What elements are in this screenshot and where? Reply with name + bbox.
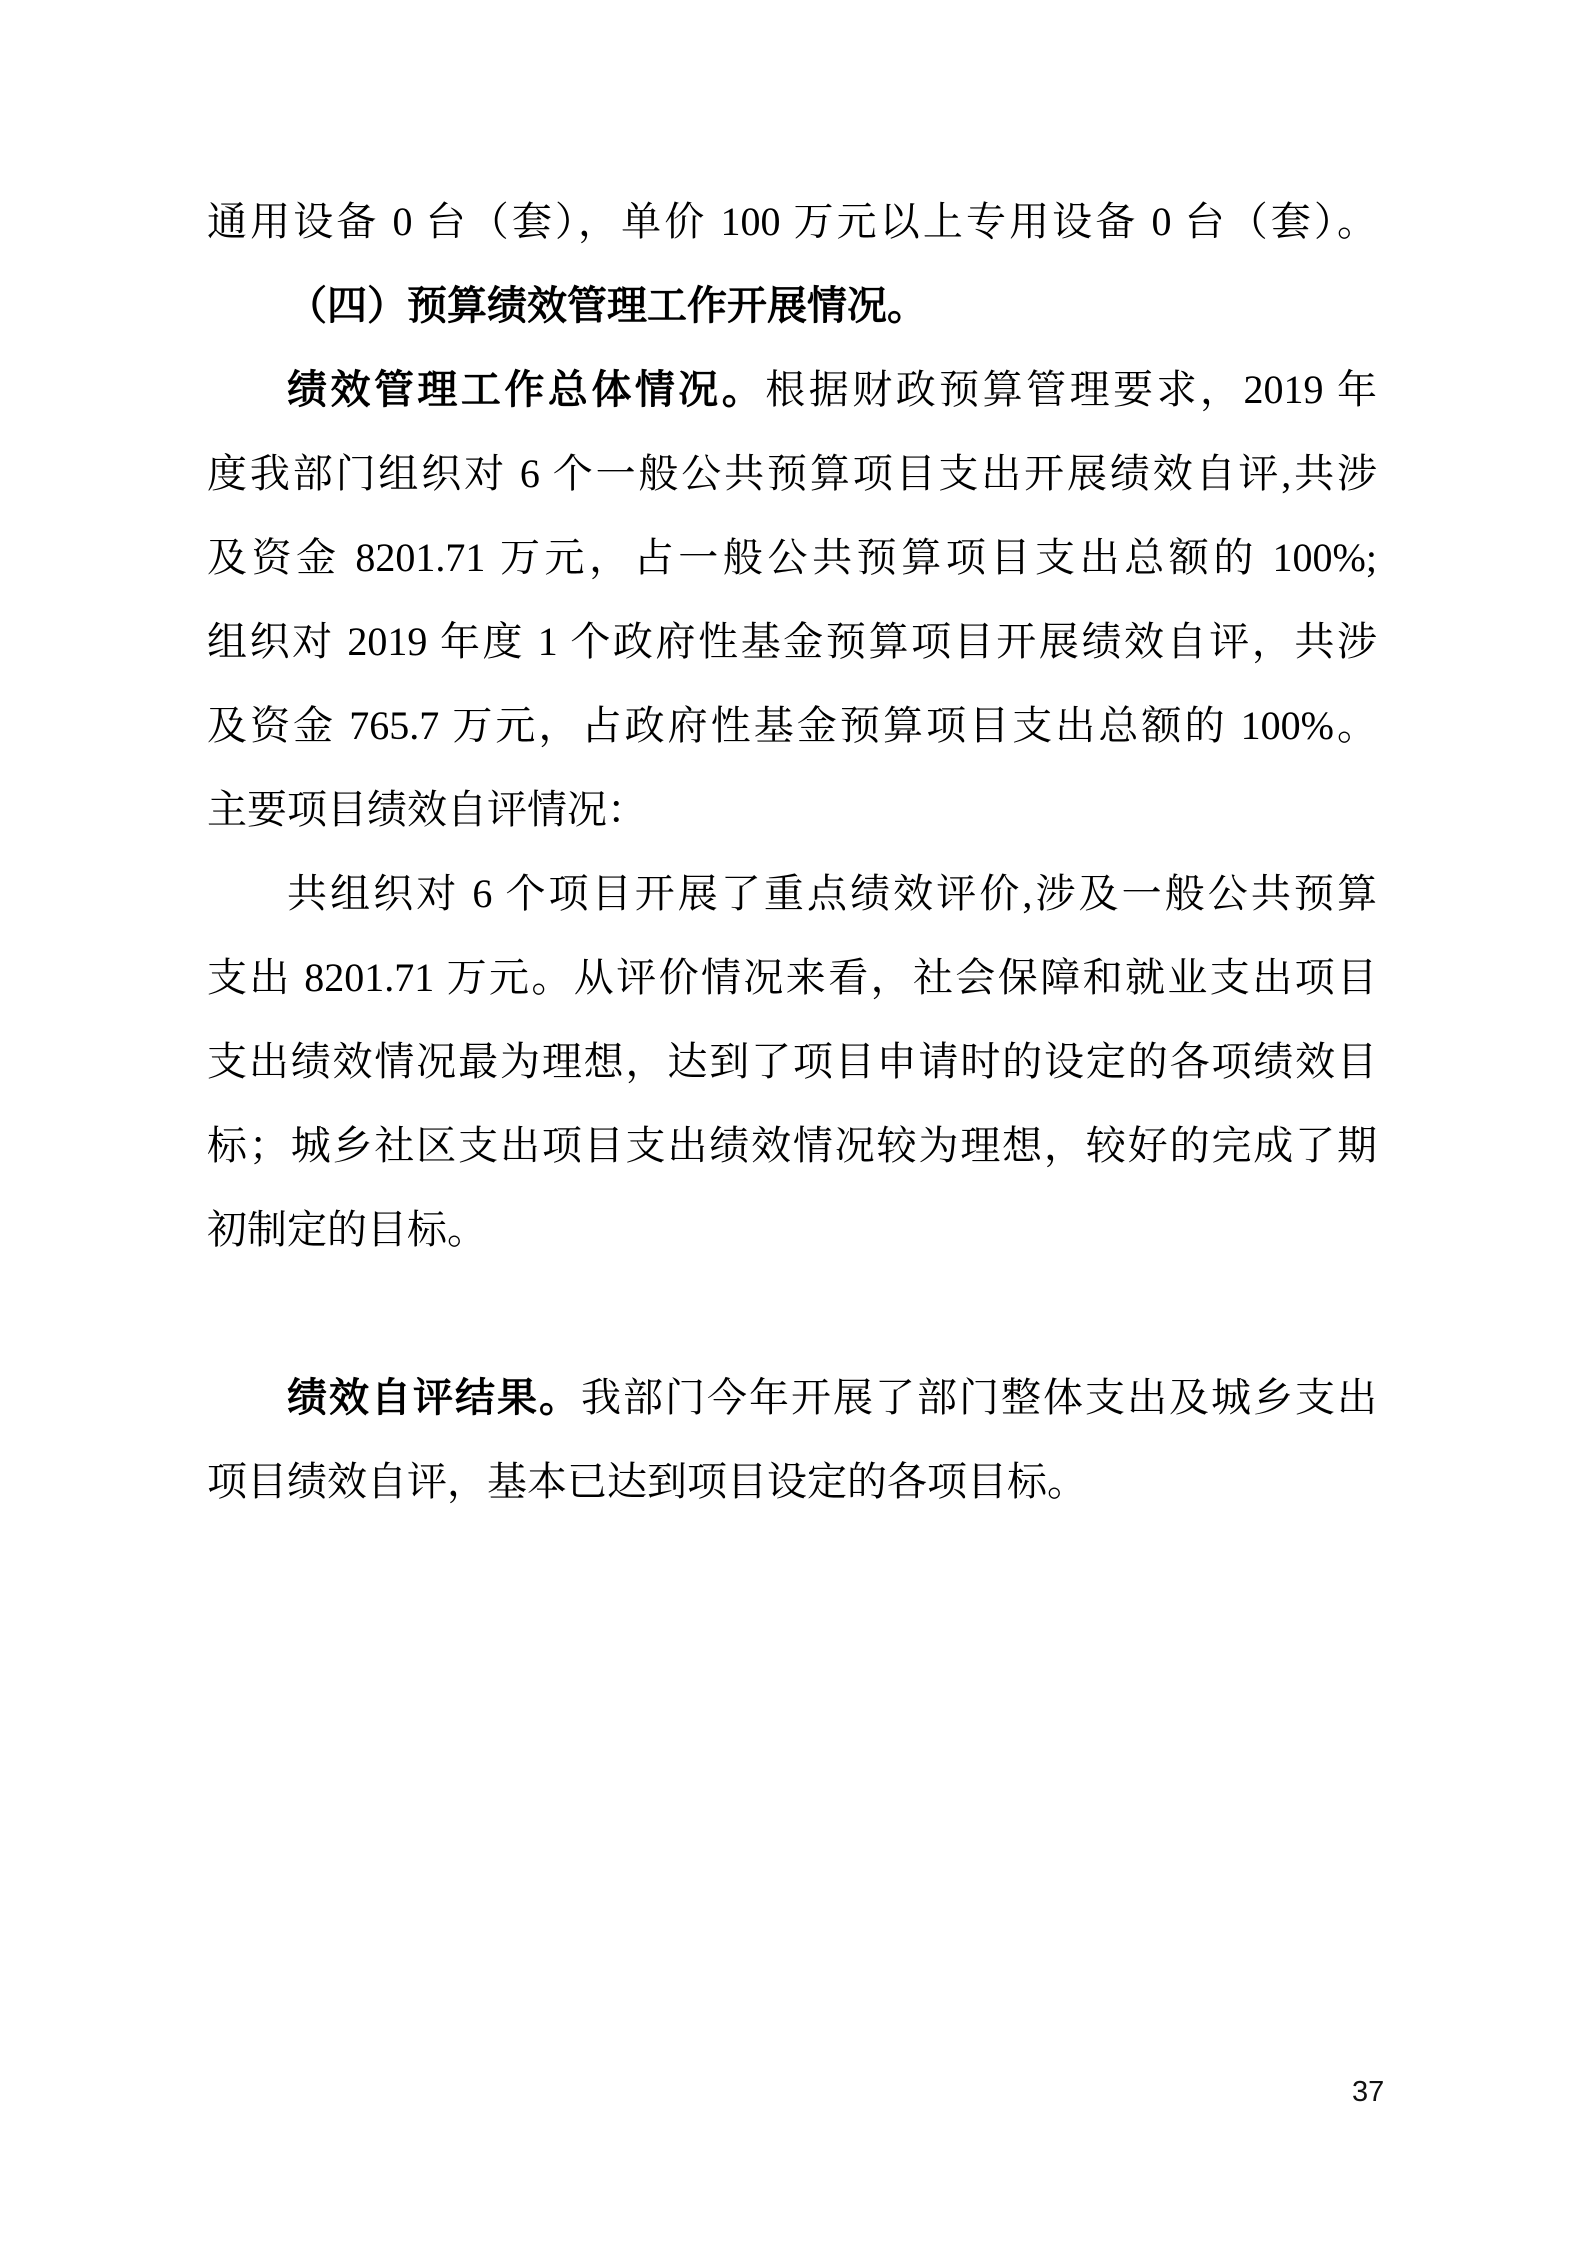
text-line [207, 1440, 1377, 1524]
text-line [207, 1356, 1377, 1440]
text-run: 度我部门组织对 6 个一般公共预算项目支出开展绩效自评,共涉 [207, 451, 1377, 496]
text-run: 支出绩效情况最为理想，达到了项目申请时的设定的各项绩效目 [207, 1039, 1377, 1084]
text-run: 根据财政预算管理要求，2019 年 [765, 367, 1378, 412]
text-line [207, 432, 1377, 516]
text-line [207, 348, 1377, 432]
text-run: 初制定的目标。 [207, 1207, 487, 1252]
bold-text-run: 绩效管理工作总体情况。 [287, 367, 766, 412]
text-line [207, 180, 1377, 264]
text-run: 标；城乡社区支出项目支出绩效情况较为理想，较好的完成了期 [207, 1123, 1377, 1168]
text-line [207, 1020, 1377, 1104]
text-run: 及资金 8201.71 万元，占一般公共预算项目支出总额的 100%; [207, 535, 1377, 580]
text-line [207, 264, 1377, 348]
text-line [207, 852, 1377, 936]
bold-text-run: （四）预算绩效管理工作开展情况。 [287, 283, 927, 328]
text-line [207, 1104, 1377, 1188]
text-line [207, 936, 1377, 1020]
text-line [207, 516, 1377, 600]
text-line [207, 768, 1377, 852]
text-run: 支出 8201.71 万元。从评价情况来看，社会保障和就业支出项目 [207, 955, 1377, 1000]
text-line [207, 684, 1377, 768]
text-run: 通用设备 0 台（套），单价 100 万元以上专用设备 0 台（套）。 [207, 199, 1377, 244]
page-number: 37 [1352, 2076, 1385, 2108]
text-run: 组织对 2019 年度 1 个政府性基金预算项目开展绩效自评，共涉 [207, 619, 1377, 664]
text-line [207, 600, 1377, 684]
text-run: 共组织对 6 个项目开展了重点绩效评价,涉及一般公共预算 [287, 871, 1377, 916]
blank-line [207, 1272, 1377, 1356]
text-run: 我部门今年开展了部门整体支出及城乡支出 [581, 1375, 1377, 1420]
text-run: 及资金 765.7 万元，占政府性基金预算项目支出总额的 100%。 [207, 703, 1377, 748]
text-line [207, 1188, 1377, 1272]
document-text [207, 180, 1377, 1524]
text-run: 项目绩效自评，基本已达到项目设定的各项目标。 [207, 1459, 1087, 1504]
text-run: 主要项目绩效自评情况： [207, 787, 647, 832]
bold-text-run: 绩效自评结果。 [287, 1375, 581, 1420]
